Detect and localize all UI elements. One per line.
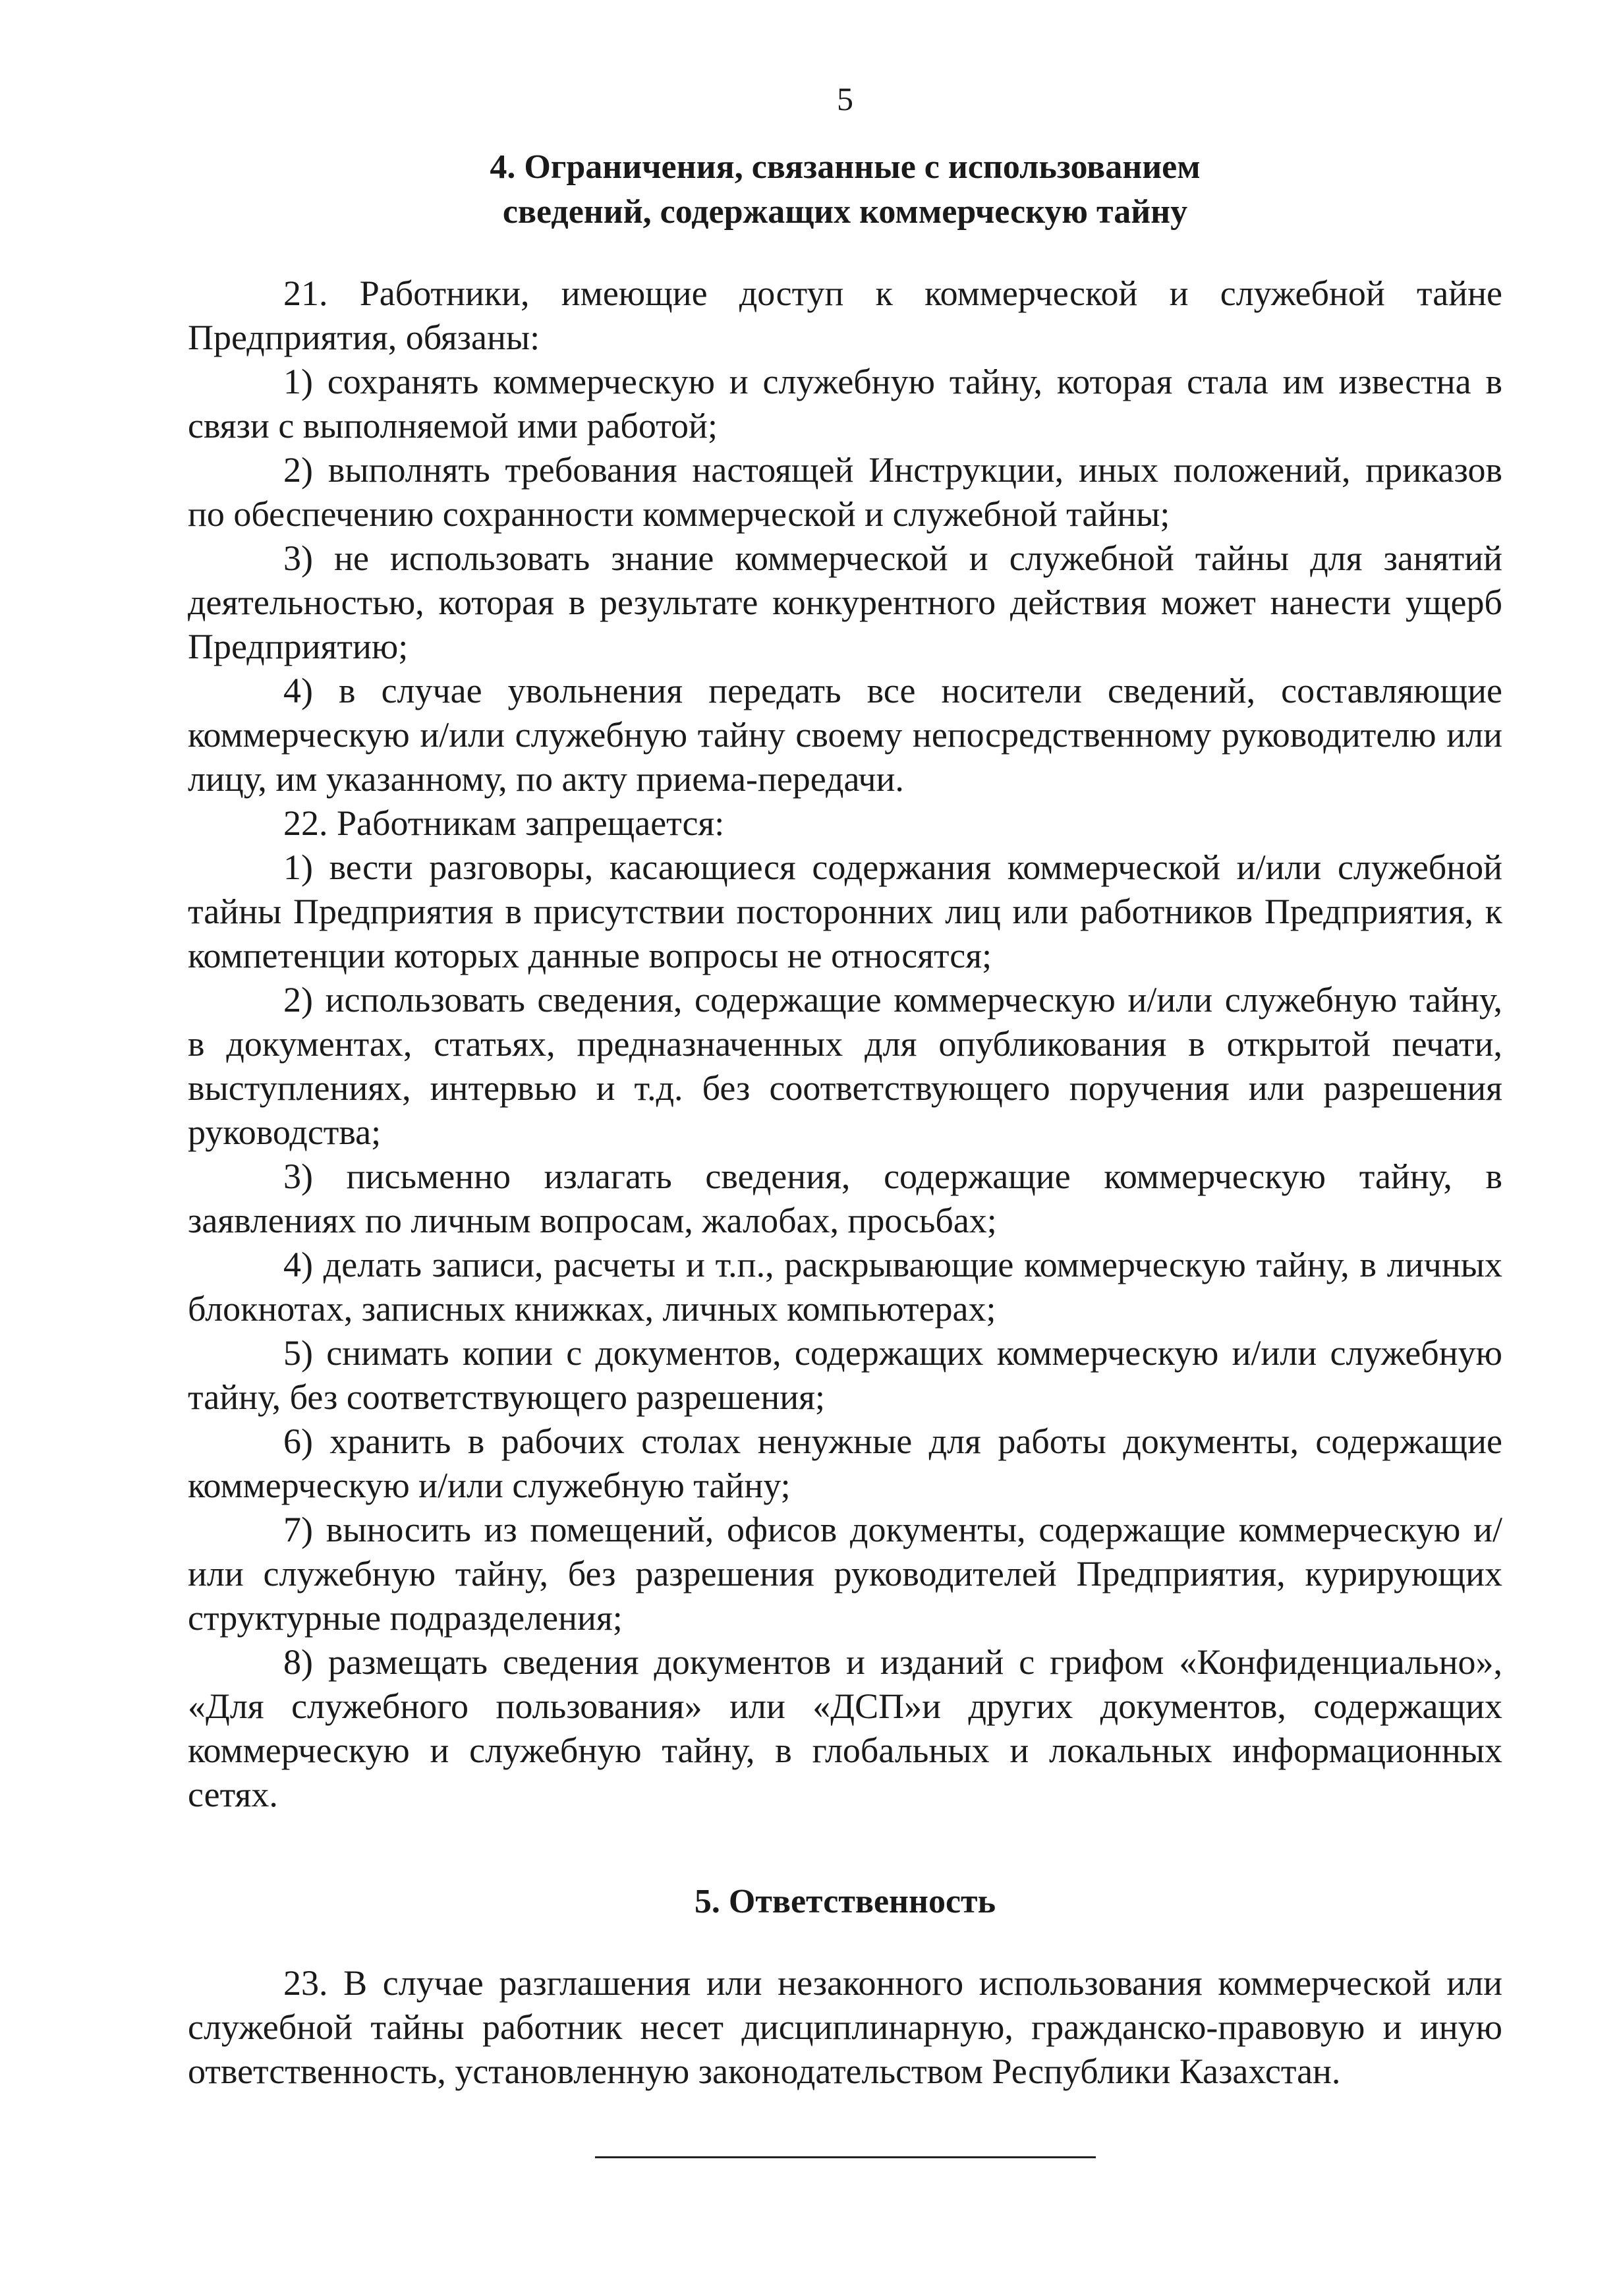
paragraph-22: 22. Работникам запрещается:	[283, 803, 725, 843]
section-5-heading: 5. Ответственность	[694, 1883, 996, 1920]
list-item-22-7: 7) выносить из помещений, офисов документы, содержащие коммерческую и/или служебную тайну, без разрешения руководителей Предприятия, курирующих структурные подразделения;	[188, 1510, 1502, 1638]
section-4-heading-line-1: 4. Ограничения, связанные с использованием	[490, 148, 1201, 186]
list-item-22-5: 5) снимать копии с документов, содержащих коммерческую и/или служебную тайну, без соответствующего разрешения;	[188, 1333, 1502, 1417]
section-4-heading	[188, 145, 1502, 235]
list-item-22-8: 8) размещать сведения документов и изданий с грифом «Конфиденциально», «Для служебного пользования» или «ДСП»и других документов, содержащих коммерческую и служебную тайну, в глобальных и локальных информационных сетях.	[188, 1642, 1502, 1814]
list-item-22-3: 3) письменно излагать сведения, содержащие коммерческую тайну, в заявлениях по личным вопросам, жалобах, просьбах;	[188, 1157, 1502, 1240]
list-item-21-1: 1) сохранять коммерческую и служебную тайну, которая стала им известна в связи с выполняемой ими работой;	[188, 362, 1502, 445]
section-4-heading-line-2: сведений, содержащих коммерческую тайну	[502, 193, 1188, 231]
page-number: 5	[837, 80, 853, 117]
list-item-22-2: 2) использовать сведения, содержащие коммерческую и/или служебную тайну, в документах, статьях, предназначенных для опубликования в открытой печати, выступлениях, интервью и т.д. без соответствующего поручения или разрешения руководства;	[188, 980, 1502, 1152]
section-5-body	[188, 1961, 1502, 2094]
list-item-21-3: 3) не использовать знание коммерческой и служебной тайны для занятий деятельностью, которая в результате конкурентного действия может нанести ущерб Предприятию;	[188, 538, 1502, 666]
document-page	[188, 79, 1502, 2158]
list-item-22-4: 4) делать записи, расчеты и т.п., раскрывающие коммерческую тайну, в личных блокнотах, записных книжках, личных компьютерах;	[188, 1245, 1502, 1329]
paragraph-23: 23. В случае разглашения или незаконного использования коммерческой или служебной тайны работник несет дисциплинарную, гражданско-правовую и иную ответственность, установленную законодательством Республики Казахстан.	[188, 1963, 1502, 2091]
paragraph-21: 21. Работники, имеющие доступ к коммерческой и служебной тайне Предприятия, обязаны:	[188, 273, 1502, 357]
end-of-document-line	[595, 2156, 1096, 2158]
list-item-21-2: 2) выполнять требования настоящей Инструкции, иных положений, приказов по обеспечению сохранности коммерческой и служебной тайны;	[188, 450, 1502, 534]
section-4-body	[188, 272, 1502, 1817]
list-item-22-6: 6) хранить в рабочих столах ненужные для работы документы, содержащие коммерческую и/или служебную тайну;	[188, 1421, 1502, 1505]
list-item-22-1: 1) вести разговоры, касающиеся содержания коммерческой и/или служебной тайны Предприятия в присутствии посторонних лиц или работников Предприятия, к компетенции которых данные вопросы не относятся;	[188, 847, 1502, 975]
list-item-21-4: 4) в случае увольнения передать все носители сведений, составляющие коммерческую и/или служебную тайну своему непосредственному руководителю или лицу, им указанному, по акту приема-передачи.	[188, 671, 1502, 799]
